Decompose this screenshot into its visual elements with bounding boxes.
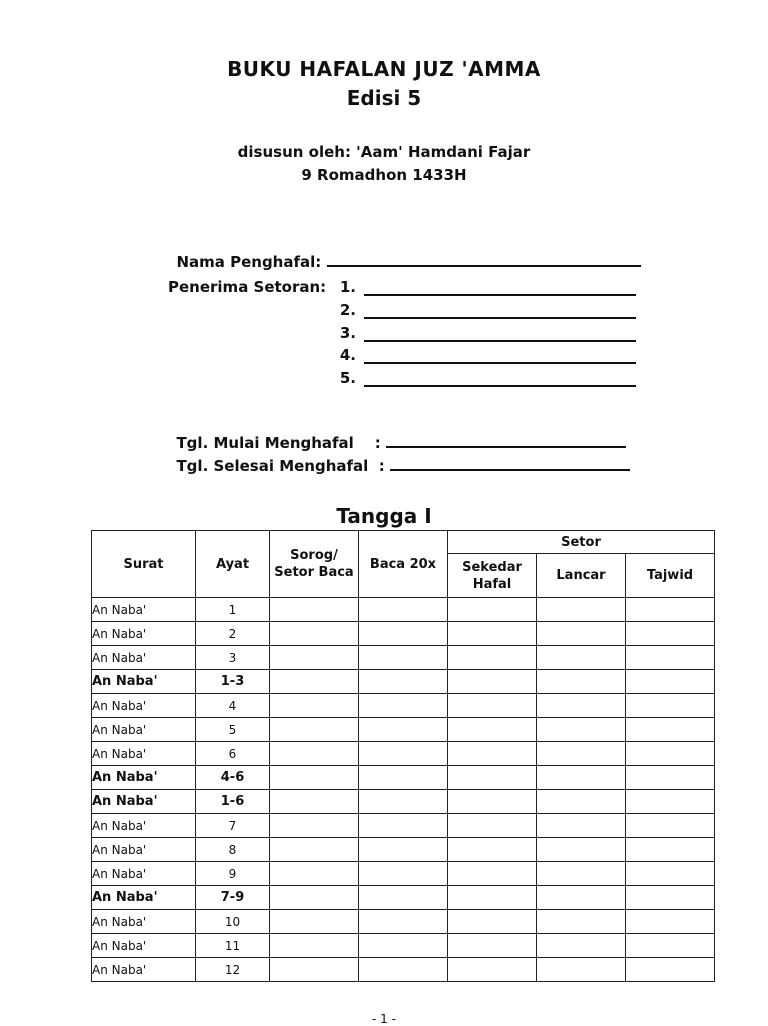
cell-sekedar-hafal[interactable] bbox=[448, 790, 537, 814]
cell-lancar[interactable] bbox=[537, 958, 626, 982]
header-baca: Baca 20x bbox=[359, 531, 448, 598]
table-row bbox=[92, 646, 715, 670]
header-surat: Surat bbox=[92, 531, 196, 598]
table-row bbox=[92, 910, 715, 934]
cell-surat: An Naba' bbox=[92, 742, 196, 766]
table-row bbox=[92, 958, 715, 982]
header-sorog: Sorog/ Setor Baca bbox=[270, 531, 359, 598]
cell-ayat: 5 bbox=[196, 718, 270, 742]
cell-baca[interactable] bbox=[359, 934, 448, 958]
cell-sorog[interactable] bbox=[270, 934, 359, 958]
cell-lancar[interactable] bbox=[537, 646, 626, 670]
cell-surat: An Naba' bbox=[92, 646, 196, 670]
cell-baca[interactable] bbox=[359, 814, 448, 838]
cell-tajwid[interactable] bbox=[626, 622, 715, 646]
cell-sorog[interactable] bbox=[270, 694, 359, 718]
cell-lancar[interactable] bbox=[537, 862, 626, 886]
cell-surat: An Naba' bbox=[92, 622, 196, 646]
cell-lancar[interactable] bbox=[537, 670, 626, 694]
table-row bbox=[92, 742, 715, 766]
cell-sorog[interactable] bbox=[270, 718, 359, 742]
cell-sorog[interactable] bbox=[270, 622, 359, 646]
cell-sorog[interactable] bbox=[270, 862, 359, 886]
cell-lancar[interactable] bbox=[537, 790, 626, 814]
cell-sekedar-hafal[interactable] bbox=[448, 670, 537, 694]
cell-surat: An Naba' bbox=[92, 766, 196, 790]
author-line: disusun oleh: 'Aam' Hamdani Fajar bbox=[237, 143, 531, 161]
cell-surat: An Naba' bbox=[92, 862, 196, 886]
table-row bbox=[92, 838, 715, 862]
cell-tajwid[interactable] bbox=[626, 814, 715, 838]
penerima-blank[interactable] bbox=[364, 280, 636, 296]
table-row bbox=[92, 862, 715, 886]
table-row bbox=[92, 598, 715, 622]
table-row bbox=[92, 766, 715, 790]
cell-lancar[interactable] bbox=[537, 718, 626, 742]
cell-baca[interactable] bbox=[359, 694, 448, 718]
cell-baca[interactable] bbox=[359, 718, 448, 742]
cell-sorog[interactable] bbox=[270, 742, 359, 766]
header-setor: Setor bbox=[448, 531, 715, 554]
cell-tajwid[interactable] bbox=[626, 838, 715, 862]
penerima-number: 1. bbox=[339, 278, 356, 296]
cell-ayat: 8 bbox=[196, 838, 270, 862]
cell-tajwid[interactable] bbox=[626, 910, 715, 934]
cell-baca[interactable] bbox=[359, 670, 448, 694]
penerima-blank[interactable] bbox=[364, 371, 636, 387]
cell-lancar[interactable] bbox=[537, 598, 626, 622]
tgl-mulai-label: Tgl. Mulai Menghafal : bbox=[176, 434, 386, 452]
cell-baca[interactable] bbox=[359, 598, 448, 622]
penerima-blank[interactable] bbox=[364, 326, 636, 342]
cell-sorog[interactable] bbox=[270, 766, 359, 790]
cell-ayat: 9 bbox=[196, 862, 270, 886]
cell-tajwid[interactable] bbox=[626, 862, 715, 886]
cell-sekedar-hafal[interactable] bbox=[448, 958, 537, 982]
cell-sorog[interactable] bbox=[270, 886, 359, 910]
penerima-number: 5. bbox=[339, 369, 356, 387]
cell-baca[interactable] bbox=[359, 838, 448, 862]
cell-tajwid[interactable] bbox=[626, 790, 715, 814]
cell-sorog[interactable] bbox=[270, 814, 359, 838]
table-row bbox=[92, 622, 715, 646]
cell-sorog[interactable] bbox=[270, 838, 359, 862]
cell-sorog[interactable] bbox=[270, 910, 359, 934]
cell-ayat: 10 bbox=[196, 910, 270, 934]
cell-sekedar-hafal[interactable] bbox=[448, 886, 537, 910]
cell-tajwid[interactable] bbox=[626, 694, 715, 718]
tgl-selesai-row bbox=[166, 437, 630, 475]
page-number: - 1 - bbox=[372, 1012, 396, 1026]
cell-tajwid[interactable] bbox=[626, 646, 715, 670]
cell-tajwid[interactable] bbox=[626, 934, 715, 958]
cell-baca[interactable] bbox=[359, 886, 448, 910]
penerima-number: 4. bbox=[339, 346, 356, 364]
cell-tajwid[interactable] bbox=[626, 742, 715, 766]
nama-penghafal-label: Nama Penghafal: bbox=[176, 253, 327, 271]
cell-surat: An Naba' bbox=[92, 910, 196, 934]
penerima-setoran-label: Penerima Setoran: bbox=[168, 278, 327, 296]
cell-surat: An Naba' bbox=[92, 814, 196, 838]
cell-sekedar-hafal[interactable] bbox=[448, 766, 537, 790]
cell-tajwid[interactable] bbox=[626, 718, 715, 742]
penerima-blank[interactable] bbox=[364, 348, 636, 364]
cell-ayat: 11 bbox=[196, 934, 270, 958]
cell-tajwid[interactable] bbox=[626, 670, 715, 694]
header-ayat: Ayat bbox=[196, 531, 270, 598]
cell-lancar[interactable] bbox=[537, 742, 626, 766]
edition-label: Edisi 5 bbox=[346, 86, 422, 110]
cell-ayat: 7 bbox=[196, 814, 270, 838]
cell-baca[interactable] bbox=[359, 862, 448, 886]
cell-surat: An Naba' bbox=[92, 694, 196, 718]
cell-ayat: 6 bbox=[196, 742, 270, 766]
date-line: 9 Romadhon 1433H bbox=[301, 166, 467, 184]
penerima-number: 3. bbox=[339, 324, 356, 342]
cell-surat: An Naba' bbox=[92, 598, 196, 622]
cell-sekedar-hafal[interactable] bbox=[448, 646, 537, 670]
cell-sekedar-hafal[interactable] bbox=[448, 694, 537, 718]
cell-baca[interactable] bbox=[359, 646, 448, 670]
cell-sorog[interactable] bbox=[270, 790, 359, 814]
header-sekedar-hafal: Sekedar Hafal bbox=[448, 554, 537, 598]
cell-sekedar-hafal[interactable] bbox=[448, 718, 537, 742]
cell-tajwid[interactable] bbox=[626, 958, 715, 982]
cell-sekedar-hafal[interactable] bbox=[448, 862, 537, 886]
cell-baca[interactable] bbox=[359, 766, 448, 790]
nama-penghafal-row bbox=[166, 233, 641, 271]
tgl-selesai-blank[interactable] bbox=[390, 455, 630, 471]
cell-tajwid[interactable] bbox=[626, 766, 715, 790]
cell-ayat: 7-9 bbox=[196, 886, 270, 910]
cell-sekedar-hafal[interactable] bbox=[448, 910, 537, 934]
cell-sekedar-hafal[interactable] bbox=[448, 934, 537, 958]
cell-ayat: 3 bbox=[196, 646, 270, 670]
cell-surat: An Naba' bbox=[92, 718, 196, 742]
cell-sekedar-hafal[interactable] bbox=[448, 742, 537, 766]
table-row bbox=[92, 934, 715, 958]
table-row bbox=[92, 670, 715, 694]
cell-sekedar-hafal[interactable] bbox=[448, 814, 537, 838]
table-row bbox=[92, 790, 715, 814]
table-title: Tangga I bbox=[336, 504, 432, 528]
tgl-selesai-label: Tgl. Selesai Menghafal : bbox=[176, 457, 390, 475]
hafalan-table bbox=[91, 530, 715, 982]
table-row bbox=[92, 814, 715, 838]
cell-lancar[interactable] bbox=[537, 694, 626, 718]
header-tajwid: Tajwid bbox=[626, 554, 715, 598]
cell-baca[interactable] bbox=[359, 790, 448, 814]
cell-lancar[interactable] bbox=[537, 622, 626, 646]
cell-surat: An Naba' bbox=[92, 670, 196, 694]
table-row bbox=[92, 718, 715, 742]
cell-lancar[interactable] bbox=[537, 838, 626, 862]
cell-lancar[interactable] bbox=[537, 910, 626, 934]
nama-penghafal-blank[interactable] bbox=[327, 251, 641, 267]
cell-sekedar-hafal[interactable] bbox=[448, 838, 537, 862]
cell-ayat: 4-6 bbox=[196, 766, 270, 790]
header-lancar: Lancar bbox=[537, 554, 626, 598]
cell-sekedar-hafal[interactable] bbox=[448, 598, 537, 622]
cell-lancar[interactable] bbox=[537, 934, 626, 958]
table-row bbox=[92, 886, 715, 910]
cell-ayat: 12 bbox=[196, 958, 270, 982]
cell-ayat: 2 bbox=[196, 622, 270, 646]
cell-ayat: 1 bbox=[196, 598, 270, 622]
cell-ayat: 1-3 bbox=[196, 670, 270, 694]
cell-surat: An Naba' bbox=[92, 934, 196, 958]
document-title: BUKU HAFALAN JUZ 'AMMA bbox=[227, 57, 541, 81]
cell-sorog[interactable] bbox=[270, 670, 359, 694]
cell-tajwid[interactable] bbox=[626, 886, 715, 910]
cell-ayat: 1-6 bbox=[196, 790, 270, 814]
cell-sorog[interactable] bbox=[270, 646, 359, 670]
penerima-number: 2. bbox=[339, 301, 356, 319]
cell-baca[interactable] bbox=[359, 742, 448, 766]
cell-baca[interactable] bbox=[359, 622, 448, 646]
cell-lancar[interactable] bbox=[537, 766, 626, 790]
table-row bbox=[92, 694, 715, 718]
penerima-blank[interactable] bbox=[364, 303, 636, 319]
cell-surat: An Naba' bbox=[92, 790, 196, 814]
cell-lancar[interactable] bbox=[537, 886, 626, 910]
cell-ayat: 4 bbox=[196, 694, 270, 718]
cell-surat: An Naba' bbox=[92, 886, 196, 910]
cell-baca[interactable] bbox=[359, 958, 448, 982]
cell-sorog[interactable] bbox=[270, 598, 359, 622]
cell-tajwid[interactable] bbox=[626, 598, 715, 622]
cell-surat: An Naba' bbox=[92, 838, 196, 862]
cell-lancar[interactable] bbox=[537, 814, 626, 838]
cell-sorog[interactable] bbox=[270, 958, 359, 982]
cell-sekedar-hafal[interactable] bbox=[448, 622, 537, 646]
cell-surat: An Naba' bbox=[92, 958, 196, 982]
cell-baca[interactable] bbox=[359, 910, 448, 934]
